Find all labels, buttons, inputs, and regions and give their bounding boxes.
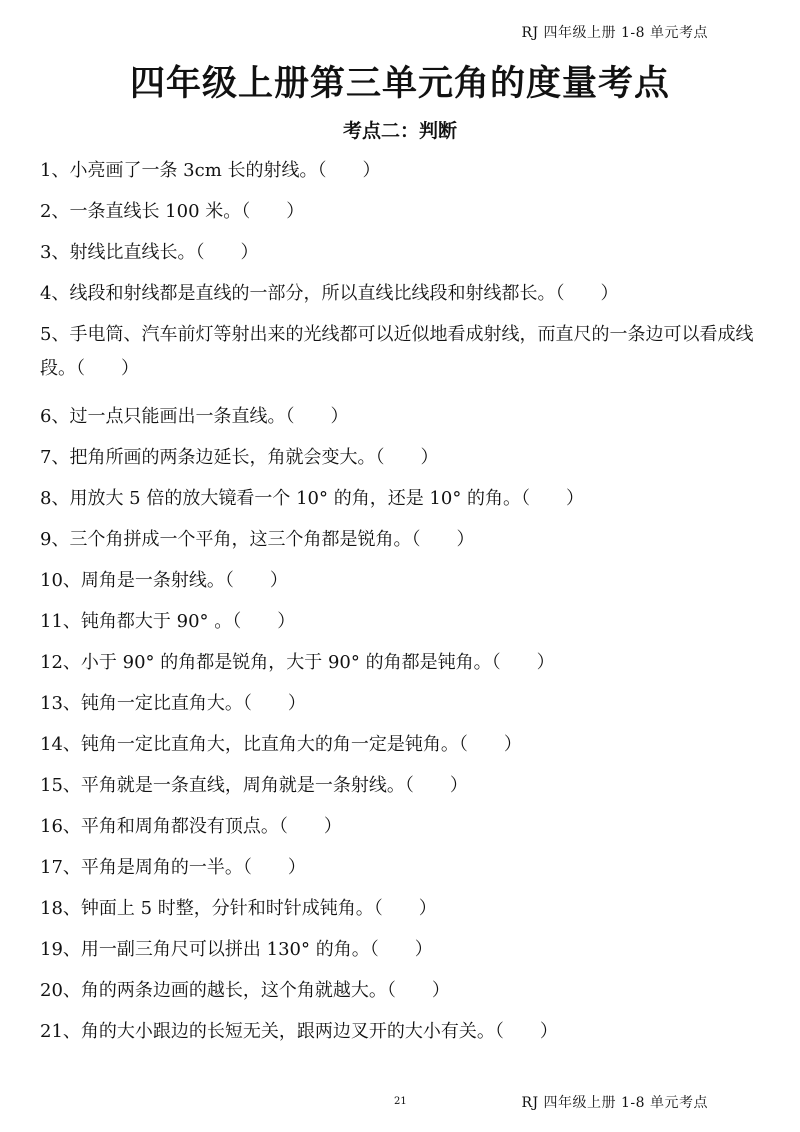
question-item: 8、用放大 5 倍的放大镜看一个 10° 的角，还是 10° 的角。（ ） <box>40 488 585 509</box>
question-item: 5、手电筒、汽车前灯等射出来的光线都可以近似地看成射线，而直尺的一条边可以看成线段。（ ） <box>40 324 754 379</box>
question-item: 3、射线比直线长。（ ） <box>40 242 259 263</box>
page-title: 四年级上册第三单元角的度量考点 <box>129 63 670 104</box>
question-item: 12、小于 90° 的角都是锐角，大于 90° 的角都是钝角。（ ） <box>40 652 555 673</box>
question-item: 7、把角所画的两条边延长，角就会变大。（ ） <box>40 447 439 468</box>
question-item: 2、一条直线长 100 米。（ ） <box>40 201 305 222</box>
question-item: 15、平角就是一条直线，周角就是一条射线。（ ） <box>40 775 468 796</box>
question-item: 16、平角和周角都没有顶点。（ ） <box>40 816 342 837</box>
question-item: 9、三个角拼成一个平角，这三个角都是锐角。（ ） <box>40 529 475 550</box>
question-item: 20、角的两条边画的越长，这个角就越大。（ ） <box>40 980 450 1001</box>
question-item: 21、角的大小跟边的长短无关，跟两边叉开的大小有关。（ ） <box>40 1021 558 1042</box>
question-list <box>40 154 770 1056</box>
question-item: 18、钟面上 5 时整，分针和时针成钝角。（ ） <box>40 898 437 919</box>
question-item: 19、用一副三角尺可以拼出 130° 的角。（ ） <box>40 939 433 960</box>
header-series-label: RJ 四年级上册 1-8 单元考点 <box>521 25 708 41</box>
question-item: 4、线段和射线都是直线的一部分，所以直线比线段和射线都长。（ ） <box>40 283 619 304</box>
question-item: 11、钝角都大于 90° 。（ ） <box>40 611 296 632</box>
page-number: 21 <box>394 1096 407 1107</box>
question-item: 1、小亮画了一条 3cm 长的射线。（ ） <box>40 160 381 181</box>
section-subtitle: 考点二：判断 <box>342 120 457 142</box>
question-item: 13、钝角一定比直角大。（ ） <box>40 693 306 714</box>
footer-series-label: RJ 四年级上册 1-8 单元考点 <box>521 1095 708 1111</box>
question-item: 10、周角是一条射线。（ ） <box>40 570 288 591</box>
question-item: 6、过一点只能画出一条直线。（ ） <box>40 406 349 427</box>
question-item: 14、钝角一定比直角大，比直角大的角一定是钝角。（ ） <box>40 734 522 755</box>
question-item: 17、平角是周角的一半。（ ） <box>40 857 306 878</box>
